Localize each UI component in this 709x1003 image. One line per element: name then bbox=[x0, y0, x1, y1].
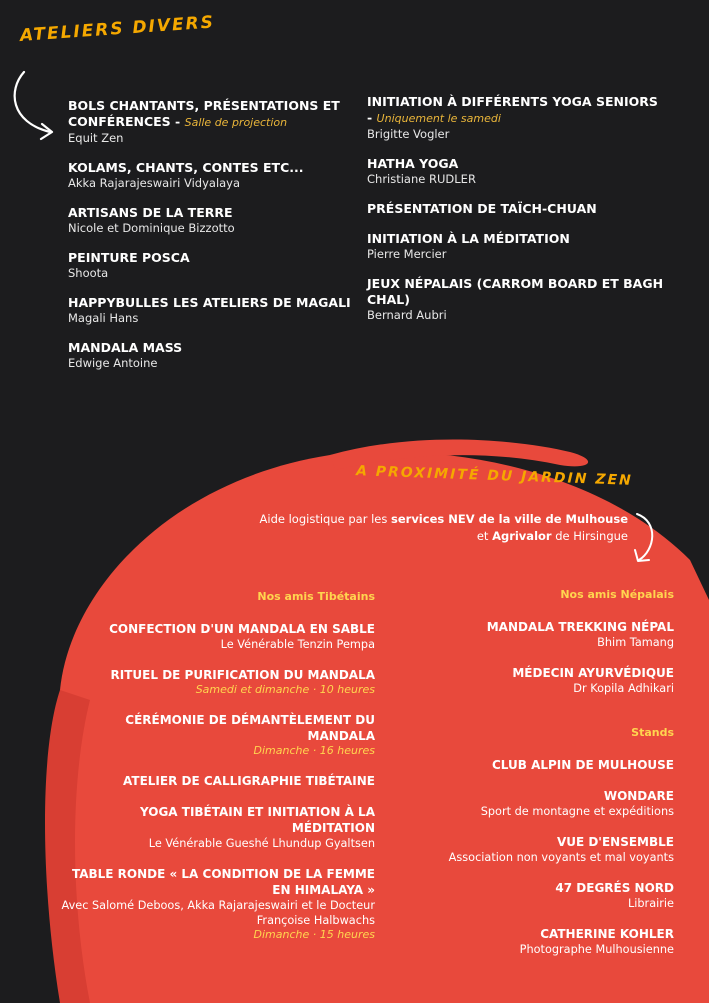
stand-item bbox=[390, 880, 674, 911]
item-host: Sport de montagne et expéditions bbox=[480, 805, 674, 818]
ateliers-title: ATELIERS DIVERS bbox=[19, 12, 216, 46]
curved-arrow-icon bbox=[6, 60, 66, 150]
atelier-note: Uniquement le samedi bbox=[376, 112, 501, 125]
intro-bold: services NEV de la ville de Mulhouse bbox=[391, 512, 628, 526]
tibetain-item bbox=[60, 667, 375, 697]
atelier-item bbox=[367, 231, 667, 262]
atelier-note: Salle de projection bbox=[184, 116, 288, 129]
atelier-title: BOLS CHANTANTS, PRÉSENTATIONS ET CONFÉRENCES bbox=[68, 98, 340, 129]
curved-arrow-icon bbox=[625, 510, 665, 570]
atelier-host: Brigitte Vogler bbox=[367, 127, 450, 141]
atelier-title: JEUX NÉPALAIS (CARROM BOARD ET BAGH CHAL) bbox=[367, 276, 664, 307]
tibetains-column bbox=[60, 590, 375, 957]
intro-text bbox=[250, 511, 628, 545]
atelier-title: INITIATION À DIFFÉRENTS YOGA SENIORS bbox=[367, 94, 658, 109]
stand-item bbox=[390, 788, 674, 819]
item-title: YOGA TIBÉTAIN ET INITIATION À LA MÉDITATION bbox=[139, 805, 375, 835]
item-host: Association non voyants et mal voyants bbox=[448, 851, 674, 864]
atelier-title: ARTISANS DE LA TERRE bbox=[68, 205, 233, 220]
intro-part: et bbox=[476, 529, 493, 543]
tibetain-item bbox=[60, 712, 375, 758]
stand-item bbox=[390, 757, 674, 773]
atelier-host: Nicole et Dominique Bizzotto bbox=[68, 221, 235, 235]
item-title: VUE D'ENSEMBLE bbox=[556, 835, 674, 849]
item-title: MÉDECIN AYURVÉDIQUE bbox=[512, 666, 674, 680]
ateliers-left-column bbox=[68, 98, 358, 385]
item-schedule: Samedi et dimanche · 10 heures bbox=[195, 683, 375, 696]
item-title: WONDARE bbox=[603, 789, 674, 803]
atelier-host: Edwige Antoine bbox=[68, 356, 158, 370]
atelier-host: Equit Zen bbox=[68, 131, 124, 145]
item-title: CÉRÉMONIE DE DÉMANTÈLEMENT DU MANDALA bbox=[125, 713, 375, 743]
item-title: RITUEL DE PURIFICATION DU MANDALA bbox=[110, 668, 375, 682]
atelier-item bbox=[68, 160, 358, 191]
intro-bold: Agrivalor bbox=[492, 529, 552, 543]
atelier-host: Magali Hans bbox=[68, 311, 139, 325]
item-schedule: Dimanche · 16 heures bbox=[253, 744, 375, 757]
atelier-item bbox=[68, 250, 358, 281]
atelier-title: PEINTURE POSCA bbox=[68, 250, 190, 265]
item-title: CONFECTION D'UN MANDALA EN SABLE bbox=[109, 622, 375, 636]
item-title: MANDALA TREKKING NÉPAL bbox=[486, 620, 674, 634]
item-host: Avec Salomé Deboos, Akka Rajarajeswairi et le Docteur Françoise Halbwachs bbox=[61, 899, 375, 927]
tibetains-heading: Nos amis Tibétains bbox=[257, 590, 375, 603]
atelier-title: PRÉSENTATION DE TAÏCH-CHUAN bbox=[367, 201, 597, 216]
nepalais-stands-column bbox=[390, 588, 674, 972]
atelier-host: Christiane RUDLER bbox=[367, 172, 476, 186]
item-title: ATELIER DE CALLIGRAPHIE TIBÉTAINE bbox=[123, 774, 375, 788]
item-title: CATHERINE KOHLER bbox=[540, 927, 674, 941]
nepalais-item bbox=[390, 665, 674, 696]
atelier-item bbox=[68, 205, 358, 236]
tibetain-item bbox=[60, 804, 375, 851]
intro-part: de Hirsingue bbox=[551, 529, 628, 543]
atelier-item bbox=[367, 201, 667, 217]
atelier-title: KOLAMS, CHANTS, CONTES ETC... bbox=[68, 160, 304, 175]
atelier-item: INITIATION À DIFFÉRENTS YOGA SENIORS - Uniquement le samedi Brigitte Vogler bbox=[367, 94, 667, 142]
intro-part: Aide logistique par les bbox=[259, 512, 391, 526]
tibetain-item bbox=[60, 866, 375, 942]
atelier-item bbox=[68, 295, 358, 326]
proximite-title: A PROXIMITÉ DU JARDIN ZEN bbox=[355, 463, 634, 489]
atelier-title: HATHA YOGA bbox=[367, 156, 459, 171]
item-title: CLUB ALPIN DE MULHOUSE bbox=[491, 758, 674, 772]
item-title: TABLE RONDE « LA CONDITION DE LA FEMME EN HIMALAYA » bbox=[71, 867, 375, 897]
item-host: Le Vénérable Gueshé Lhundup Gyaltsen bbox=[148, 837, 375, 850]
atelier-host: Pierre Mercier bbox=[367, 247, 447, 261]
stand-item bbox=[390, 834, 674, 865]
stand-item bbox=[390, 926, 674, 957]
atelier-host: Bernard Aubri bbox=[367, 308, 447, 322]
item-host: Dr Kopila Adhikari bbox=[573, 682, 674, 695]
item-schedule: Dimanche · 15 heures bbox=[253, 928, 375, 941]
item-host: Le Vénérable Tenzin Pempa bbox=[220, 638, 375, 651]
stands-heading: Stands bbox=[631, 726, 674, 739]
atelier-item bbox=[367, 276, 667, 323]
nepalais-heading: Nos amis Népalais bbox=[560, 588, 674, 601]
item-title: 47 DEGRÉS NORD bbox=[555, 881, 674, 895]
atelier-title: INITIATION À LA MÉDITATION bbox=[367, 231, 570, 246]
atelier-title: HAPPYBULLES LES ATELIERS DE MAGALI bbox=[68, 295, 351, 310]
tibetain-item bbox=[60, 773, 375, 789]
atelier-item: BOLS CHANTANTS, PRÉSENTATIONS ET CONFÉRENCES - Salle de projection Equit Zen bbox=[68, 98, 358, 146]
item-host: Photographe Mulhousienne bbox=[519, 943, 674, 956]
tibetain-item bbox=[60, 621, 375, 652]
item-host: Librairie bbox=[627, 897, 674, 910]
atelier-host: Akka Rajarajeswairi Vidyalaya bbox=[68, 176, 241, 190]
atelier-item bbox=[68, 340, 358, 371]
atelier-title: MANDALA MASS bbox=[68, 340, 183, 355]
nepalais-item bbox=[390, 619, 674, 650]
item-host: Bhim Tamang bbox=[597, 636, 674, 649]
ateliers-right-column bbox=[367, 94, 667, 337]
atelier-host: Shoota bbox=[68, 266, 109, 280]
atelier-item bbox=[367, 156, 667, 187]
